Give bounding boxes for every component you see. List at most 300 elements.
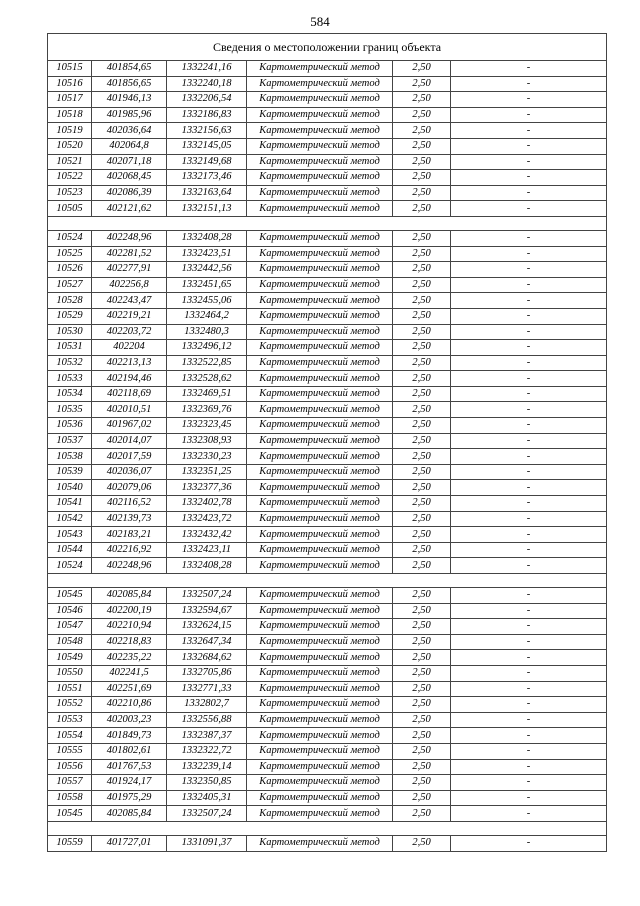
accuracy-cell: 2,50 (393, 449, 451, 465)
accuracy-cell: 2,50 (393, 835, 451, 851)
accuracy-cell: 2,50 (393, 697, 451, 713)
description-cell: - (451, 697, 607, 713)
point-number-cell: 10519 (48, 123, 92, 139)
description-cell: - (451, 619, 607, 635)
accuracy-cell: 2,50 (393, 634, 451, 650)
table-row (48, 262, 607, 278)
method-cell: Картометрический метод (247, 480, 393, 496)
accuracy-cell: 2,50 (393, 246, 451, 262)
method-cell: Картометрический метод (247, 835, 393, 851)
table-row (48, 386, 607, 402)
method-cell: Картометрический метод (247, 449, 393, 465)
x-coordinate-cell: 402116,52 (92, 496, 167, 512)
separator-cell (48, 216, 607, 230)
description-cell: - (451, 665, 607, 681)
description-cell: - (451, 464, 607, 480)
y-coordinate-cell: 1332156,63 (167, 123, 247, 139)
y-coordinate-cell: 1332705,86 (167, 665, 247, 681)
x-coordinate-cell: 402218,83 (92, 634, 167, 650)
x-coordinate-cell: 402017,59 (92, 449, 167, 465)
y-coordinate-cell: 1332402,78 (167, 496, 247, 512)
y-coordinate-cell: 1332522,85 (167, 355, 247, 371)
y-coordinate-cell: 1332206,54 (167, 92, 247, 108)
description-cell: - (451, 542, 607, 558)
description-cell: - (451, 402, 607, 418)
point-number-cell: 10520 (48, 138, 92, 154)
point-number-cell: 10555 (48, 743, 92, 759)
method-cell: Картометрический метод (247, 293, 393, 309)
table-row (48, 650, 607, 666)
method-cell: Картометрический метод (247, 355, 393, 371)
boundary-coordinates-table (47, 33, 607, 852)
accuracy-cell: 2,50 (393, 558, 451, 574)
description-cell: - (451, 277, 607, 293)
x-coordinate-cell: 402241,5 (92, 665, 167, 681)
accuracy-cell: 2,50 (393, 728, 451, 744)
y-coordinate-cell: 1332330,23 (167, 449, 247, 465)
separator-cell (48, 821, 607, 835)
method-cell: Картометрический метод (247, 542, 393, 558)
x-coordinate-cell: 401924,17 (92, 775, 167, 791)
description-cell: - (451, 835, 607, 851)
method-cell: Картометрический метод (247, 402, 393, 418)
description-cell: - (451, 61, 607, 77)
table-row (48, 449, 607, 465)
point-number-cell: 10533 (48, 371, 92, 387)
accuracy-cell: 2,50 (393, 712, 451, 728)
x-coordinate-cell: 402256,8 (92, 277, 167, 293)
point-number-cell: 10532 (48, 355, 92, 371)
point-number-cell: 10517 (48, 92, 92, 108)
table-row (48, 480, 607, 496)
accuracy-cell: 2,50 (393, 107, 451, 123)
method-cell: Картометрический метод (247, 759, 393, 775)
accuracy-cell: 2,50 (393, 759, 451, 775)
description-cell: - (451, 775, 607, 791)
x-coordinate-cell: 401967,02 (92, 418, 167, 434)
table-row (48, 402, 607, 418)
x-coordinate-cell: 402281,52 (92, 246, 167, 262)
description-cell: - (451, 340, 607, 356)
accuracy-cell: 2,50 (393, 806, 451, 822)
accuracy-cell: 2,50 (393, 123, 451, 139)
accuracy-cell: 2,50 (393, 619, 451, 635)
y-coordinate-cell: 1332239,14 (167, 759, 247, 775)
description-cell: - (451, 790, 607, 806)
accuracy-cell: 2,50 (393, 154, 451, 170)
accuracy-cell: 2,50 (393, 262, 451, 278)
method-cell: Картометрический метод (247, 386, 393, 402)
x-coordinate-cell: 402014,07 (92, 433, 167, 449)
accuracy-cell: 2,50 (393, 293, 451, 309)
x-coordinate-cell: 402235,22 (92, 650, 167, 666)
group-separator-row (48, 574, 607, 588)
point-number-cell: 10545 (48, 806, 92, 822)
method-cell: Картометрический метод (247, 154, 393, 170)
x-coordinate-cell: 402064,8 (92, 138, 167, 154)
description-cell: - (451, 511, 607, 527)
accuracy-cell: 2,50 (393, 542, 451, 558)
table-row (48, 681, 607, 697)
x-coordinate-cell: 402277,91 (92, 262, 167, 278)
description-cell: - (451, 603, 607, 619)
x-coordinate-cell: 401985,96 (92, 107, 167, 123)
method-cell: Картометрический метод (247, 527, 393, 543)
y-coordinate-cell: 1332149,68 (167, 154, 247, 170)
description-cell: - (451, 138, 607, 154)
method-cell: Картометрический метод (247, 634, 393, 650)
table-row (48, 759, 607, 775)
method-cell: Картометрический метод (247, 728, 393, 744)
description-cell: - (451, 681, 607, 697)
description-cell: - (451, 262, 607, 278)
point-number-cell: 10551 (48, 681, 92, 697)
y-coordinate-cell: 1332442,56 (167, 262, 247, 278)
point-number-cell: 10554 (48, 728, 92, 744)
point-number-cell: 10549 (48, 650, 92, 666)
y-coordinate-cell: 1332507,24 (167, 588, 247, 604)
method-cell: Картометрический метод (247, 418, 393, 434)
table-row (48, 603, 607, 619)
point-number-cell: 10541 (48, 496, 92, 512)
description-cell: - (451, 418, 607, 434)
table-row (48, 185, 607, 201)
point-number-cell: 10524 (48, 558, 92, 574)
y-coordinate-cell: 1332186,83 (167, 107, 247, 123)
y-coordinate-cell: 1332145,05 (167, 138, 247, 154)
point-number-cell: 10543 (48, 527, 92, 543)
x-coordinate-cell: 401802,61 (92, 743, 167, 759)
method-cell: Картометрический метод (247, 308, 393, 324)
table-row (48, 806, 607, 822)
method-cell: Картометрический метод (247, 107, 393, 123)
x-coordinate-cell: 402036,07 (92, 464, 167, 480)
method-cell: Картометрический метод (247, 712, 393, 728)
table-row (48, 230, 607, 246)
description-cell: - (451, 496, 607, 512)
table-row (48, 775, 607, 791)
table-row (48, 371, 607, 387)
point-number-cell: 10534 (48, 386, 92, 402)
method-cell: Картометрический метод (247, 558, 393, 574)
method-cell: Картометрический метод (247, 665, 393, 681)
x-coordinate-cell: 402248,96 (92, 558, 167, 574)
point-number-cell: 10536 (48, 418, 92, 434)
method-cell: Картометрический метод (247, 464, 393, 480)
y-coordinate-cell: 1332323,45 (167, 418, 247, 434)
table-row (48, 790, 607, 806)
y-coordinate-cell: 1332455,06 (167, 293, 247, 309)
method-cell: Картометрический метод (247, 340, 393, 356)
point-number-cell: 10530 (48, 324, 92, 340)
description-cell: - (451, 712, 607, 728)
description-cell: - (451, 76, 607, 92)
table-row (48, 293, 607, 309)
point-number-cell: 10550 (48, 665, 92, 681)
description-cell: - (451, 449, 607, 465)
method-cell: Картометрический метод (247, 324, 393, 340)
table-row (48, 619, 607, 635)
table-row (48, 138, 607, 154)
accuracy-cell: 2,50 (393, 386, 451, 402)
description-cell: - (451, 355, 607, 371)
method-cell: Картометрический метод (247, 246, 393, 262)
table-row (48, 433, 607, 449)
accuracy-cell: 2,50 (393, 277, 451, 293)
description-cell: - (451, 324, 607, 340)
x-coordinate-cell: 402085,84 (92, 806, 167, 822)
accuracy-cell: 2,50 (393, 775, 451, 791)
description-cell: - (451, 154, 607, 170)
method-cell: Картометрический метод (247, 619, 393, 635)
y-coordinate-cell: 1332624,15 (167, 619, 247, 635)
y-coordinate-cell: 1332507,24 (167, 806, 247, 822)
x-coordinate-cell: 402003,23 (92, 712, 167, 728)
x-coordinate-cell: 402139,73 (92, 511, 167, 527)
y-coordinate-cell: 1332423,72 (167, 511, 247, 527)
accuracy-cell: 2,50 (393, 650, 451, 666)
x-coordinate-cell: 401767,53 (92, 759, 167, 775)
table-row (48, 418, 607, 434)
description-cell: - (451, 527, 607, 543)
point-number-cell: 10559 (48, 835, 92, 851)
table-row (48, 76, 607, 92)
point-number-cell: 10521 (48, 154, 92, 170)
table-title: Сведения о местоположении границ объекта (48, 34, 607, 61)
y-coordinate-cell: 1332528,62 (167, 371, 247, 387)
y-coordinate-cell: 1332496,12 (167, 340, 247, 356)
description-cell: - (451, 728, 607, 744)
x-coordinate-cell: 402216,92 (92, 542, 167, 558)
point-number-cell: 10515 (48, 61, 92, 77)
accuracy-cell: 2,50 (393, 185, 451, 201)
table-row (48, 697, 607, 713)
accuracy-cell: 2,50 (393, 527, 451, 543)
x-coordinate-cell: 402068,45 (92, 170, 167, 186)
x-coordinate-cell: 402071,18 (92, 154, 167, 170)
y-coordinate-cell: 1332350,85 (167, 775, 247, 791)
table-row (48, 61, 607, 77)
x-coordinate-cell: 402121,62 (92, 201, 167, 217)
point-number-cell: 10524 (48, 230, 92, 246)
table-row (48, 665, 607, 681)
y-coordinate-cell: 1332369,76 (167, 402, 247, 418)
point-number-cell: 10531 (48, 340, 92, 356)
y-coordinate-cell: 1331091,37 (167, 835, 247, 851)
table-row (48, 634, 607, 650)
table-row (48, 123, 607, 139)
table-row (48, 743, 607, 759)
method-cell: Картометрический метод (247, 185, 393, 201)
point-number-cell: 10528 (48, 293, 92, 309)
method-cell: Картометрический метод (247, 433, 393, 449)
point-number-cell: 10535 (48, 402, 92, 418)
description-cell: - (451, 201, 607, 217)
table-row (48, 170, 607, 186)
method-cell: Картометрический метод (247, 76, 393, 92)
table-row (48, 511, 607, 527)
point-number-cell: 10539 (48, 464, 92, 480)
accuracy-cell: 2,50 (393, 92, 451, 108)
y-coordinate-cell: 1332771,33 (167, 681, 247, 697)
accuracy-cell: 2,50 (393, 324, 451, 340)
accuracy-cell: 2,50 (393, 464, 451, 480)
x-coordinate-cell: 401975,29 (92, 790, 167, 806)
accuracy-cell: 2,50 (393, 340, 451, 356)
y-coordinate-cell: 1332408,28 (167, 558, 247, 574)
point-number-cell: 10542 (48, 511, 92, 527)
description-cell: - (451, 107, 607, 123)
table-title-row (48, 34, 607, 61)
accuracy-cell: 2,50 (393, 665, 451, 681)
point-number-cell: 10529 (48, 308, 92, 324)
method-cell: Картометрический метод (247, 681, 393, 697)
description-cell: - (451, 650, 607, 666)
x-coordinate-cell: 402243,47 (92, 293, 167, 309)
x-coordinate-cell: 402203,72 (92, 324, 167, 340)
x-coordinate-cell: 402079,06 (92, 480, 167, 496)
accuracy-cell: 2,50 (393, 480, 451, 496)
x-coordinate-cell: 402200,19 (92, 603, 167, 619)
method-cell: Картометрический метод (247, 496, 393, 512)
description-cell: - (451, 480, 607, 496)
method-cell: Картометрический метод (247, 588, 393, 604)
description-cell: - (451, 558, 607, 574)
table-row (48, 496, 607, 512)
accuracy-cell: 2,50 (393, 433, 451, 449)
description-cell: - (451, 371, 607, 387)
method-cell: Картометрический метод (247, 743, 393, 759)
point-number-cell: 10522 (48, 170, 92, 186)
point-number-cell: 10527 (48, 277, 92, 293)
point-number-cell: 10546 (48, 603, 92, 619)
x-coordinate-cell: 401856,65 (92, 76, 167, 92)
table-row (48, 324, 607, 340)
y-coordinate-cell: 1332405,31 (167, 790, 247, 806)
point-number-cell: 10544 (48, 542, 92, 558)
x-coordinate-cell: 402194,46 (92, 371, 167, 387)
x-coordinate-cell: 402210,94 (92, 619, 167, 635)
x-coordinate-cell: 402248,96 (92, 230, 167, 246)
page-number: 584 (310, 14, 330, 29)
table-row (48, 464, 607, 480)
y-coordinate-cell: 1332387,37 (167, 728, 247, 744)
point-number-cell: 10557 (48, 775, 92, 791)
table-row (48, 527, 607, 543)
method-cell: Картометрический метод (247, 277, 393, 293)
accuracy-cell: 2,50 (393, 511, 451, 527)
point-number-cell: 10538 (48, 449, 92, 465)
method-cell: Картометрический метод (247, 697, 393, 713)
accuracy-cell: 2,50 (393, 418, 451, 434)
accuracy-cell: 2,50 (393, 402, 451, 418)
y-coordinate-cell: 1332594,67 (167, 603, 247, 619)
y-coordinate-cell: 1332322,72 (167, 743, 247, 759)
point-number-cell: 10545 (48, 588, 92, 604)
table-row (48, 107, 607, 123)
y-coordinate-cell: 1332173,46 (167, 170, 247, 186)
x-coordinate-cell: 401854,65 (92, 61, 167, 77)
table-row (48, 154, 607, 170)
table-row (48, 588, 607, 604)
accuracy-cell: 2,50 (393, 371, 451, 387)
point-number-cell: 10516 (48, 76, 92, 92)
y-coordinate-cell: 1332408,28 (167, 230, 247, 246)
table-row (48, 712, 607, 728)
description-cell: - (451, 806, 607, 822)
method-cell: Картометрический метод (247, 511, 393, 527)
table-row (48, 201, 607, 217)
accuracy-cell: 2,50 (393, 603, 451, 619)
accuracy-cell: 2,50 (393, 138, 451, 154)
y-coordinate-cell: 1332451,65 (167, 277, 247, 293)
x-coordinate-cell: 402036,64 (92, 123, 167, 139)
description-cell: - (451, 588, 607, 604)
point-number-cell: 10556 (48, 759, 92, 775)
y-coordinate-cell: 1332163,64 (167, 185, 247, 201)
accuracy-cell: 2,50 (393, 170, 451, 186)
method-cell: Картометрический метод (247, 371, 393, 387)
point-number-cell: 10553 (48, 712, 92, 728)
method-cell: Картометрический метод (247, 790, 393, 806)
table-row (48, 92, 607, 108)
y-coordinate-cell: 1332241,16 (167, 61, 247, 77)
accuracy-cell: 2,50 (393, 61, 451, 77)
description-cell: - (451, 308, 607, 324)
point-number-cell: 10526 (48, 262, 92, 278)
point-number-cell: 10537 (48, 433, 92, 449)
y-coordinate-cell: 1332151,13 (167, 201, 247, 217)
description-cell: - (451, 743, 607, 759)
accuracy-cell: 2,50 (393, 230, 451, 246)
description-cell: - (451, 293, 607, 309)
x-coordinate-cell: 402086,39 (92, 185, 167, 201)
y-coordinate-cell: 1332464,2 (167, 308, 247, 324)
point-number-cell: 10523 (48, 185, 92, 201)
description-cell: - (451, 92, 607, 108)
x-coordinate-cell: 402210,86 (92, 697, 167, 713)
description-cell: - (451, 123, 607, 139)
x-coordinate-cell: 402118,69 (92, 386, 167, 402)
x-coordinate-cell: 402085,84 (92, 588, 167, 604)
y-coordinate-cell: 1332308,93 (167, 433, 247, 449)
y-coordinate-cell: 1332802,7 (167, 697, 247, 713)
description-cell: - (451, 759, 607, 775)
y-coordinate-cell: 1332480,3 (167, 324, 247, 340)
method-cell: Картометрический метод (247, 806, 393, 822)
table-row (48, 246, 607, 262)
method-cell: Картометрический метод (247, 61, 393, 77)
y-coordinate-cell: 1332377,36 (167, 480, 247, 496)
table-row (48, 355, 607, 371)
table-row (48, 542, 607, 558)
y-coordinate-cell: 1332423,51 (167, 246, 247, 262)
table-row (48, 308, 607, 324)
description-cell: - (451, 230, 607, 246)
method-cell: Картометрический метод (247, 262, 393, 278)
accuracy-cell: 2,50 (393, 790, 451, 806)
x-coordinate-cell: 402183,21 (92, 527, 167, 543)
method-cell: Картометрический метод (247, 170, 393, 186)
method-cell: Картометрический метод (247, 603, 393, 619)
x-coordinate-cell: 402204 (92, 340, 167, 356)
point-number-cell: 10518 (48, 107, 92, 123)
description-cell: - (451, 170, 607, 186)
x-coordinate-cell: 402251,69 (92, 681, 167, 697)
table-row (48, 340, 607, 356)
x-coordinate-cell: 402213,13 (92, 355, 167, 371)
point-number-cell: 10548 (48, 634, 92, 650)
